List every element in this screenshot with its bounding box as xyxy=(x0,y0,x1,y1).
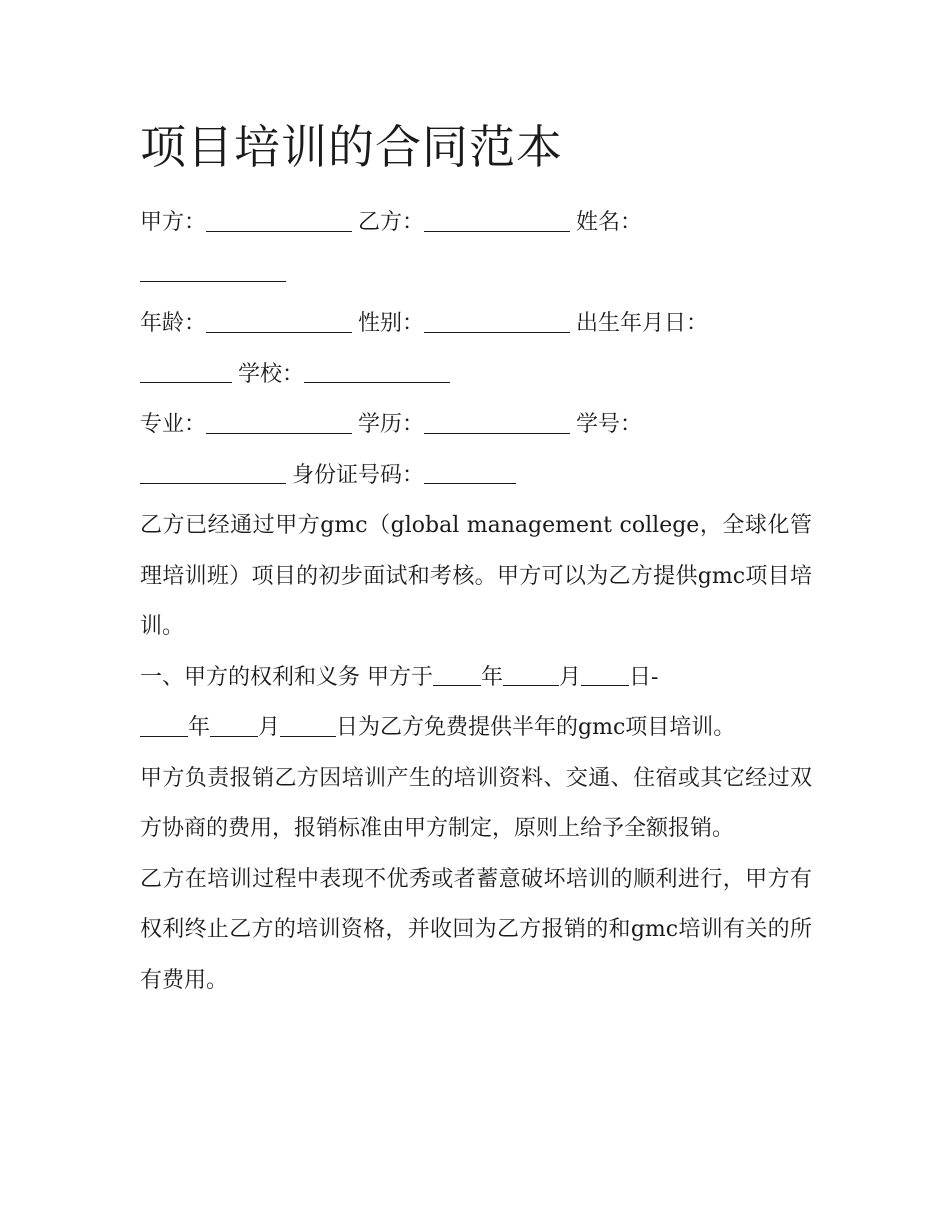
education-blank xyxy=(424,411,570,434)
month-label-2: 月 xyxy=(258,715,281,740)
age-blank xyxy=(206,310,352,333)
section-1-rest: 日为乙方免费提供半年的gmc项目培训。 xyxy=(336,715,736,740)
section-1-heading: 一、甲方的权利和义务 甲方于 xyxy=(140,664,433,690)
year-label: 年 xyxy=(481,664,504,690)
intro-paragraph: 乙方已经通过甲方gmc（global management college，全球化管理培训班）项目的初步面试和考核。甲方可以为乙方提供gmc项目培训。 xyxy=(140,513,812,639)
gender-blank xyxy=(424,310,570,333)
name-label: 姓名： xyxy=(576,210,643,235)
document-page xyxy=(140,112,812,1006)
day-dash-label: 日- xyxy=(629,664,659,690)
reimbursement-paragraph: 甲方负责报销乙方因培训产生的培训资料、交通、住宿或其它经过双方协商的费用，报销标准由甲方制定，原则上给予全额报销。 xyxy=(140,765,812,841)
end-year-blank xyxy=(140,714,188,737)
personal-info-block-2 xyxy=(140,299,812,400)
party-a-blank xyxy=(206,209,352,232)
start-year-blank xyxy=(433,663,481,686)
termination-paragraph: 乙方在培训过程中表现不优秀或者蓄意破坏培训的顺利进行，甲方有权利终止乙方的培训资格，并收回为乙方报销的和gmc培训有关的所有费用。 xyxy=(140,866,812,993)
birth-date-label: 出生年月日： xyxy=(576,311,709,336)
student-id-blank xyxy=(140,461,286,484)
document-title: 项目培训的合同范本 xyxy=(140,120,563,174)
name-blank xyxy=(140,259,286,282)
age-label: 年龄： xyxy=(140,311,207,336)
month-label: 月 xyxy=(559,664,582,690)
personal-info-block-1 xyxy=(140,198,812,299)
education-label: 学历： xyxy=(358,412,425,437)
major-label: 专业： xyxy=(140,412,207,437)
start-month-blank xyxy=(503,663,559,686)
party-b-label: 乙方： xyxy=(358,210,425,235)
section-1-paragraph xyxy=(140,653,812,754)
end-day-blank xyxy=(280,714,336,737)
school-label: 学校： xyxy=(238,361,305,387)
start-day-blank xyxy=(581,663,629,686)
student-id-label: 学号： xyxy=(576,412,643,437)
personal-info-block-3 xyxy=(140,400,812,501)
id-number-label: 身份证号码： xyxy=(292,462,425,488)
end-month-blank xyxy=(210,714,258,737)
party-b-blank xyxy=(424,209,570,232)
major-blank xyxy=(206,411,352,434)
school-blank xyxy=(304,360,450,383)
party-a-label: 甲方： xyxy=(140,210,207,235)
gender-label: 性别： xyxy=(358,311,425,336)
id-number-blank xyxy=(424,461,516,484)
year-label-2: 年 xyxy=(188,715,211,740)
birth-date-blank xyxy=(140,360,232,383)
